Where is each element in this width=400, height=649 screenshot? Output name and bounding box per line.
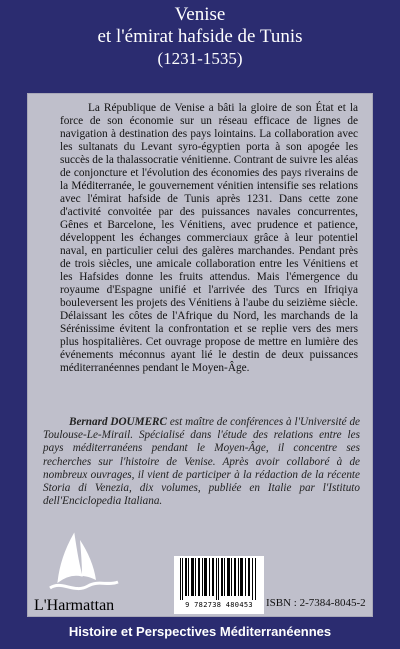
title-dates: (1231-1535) xyxy=(157,49,243,68)
title-line-1: Venise xyxy=(174,4,226,25)
back-cover-panel xyxy=(27,93,373,617)
barcode xyxy=(174,556,264,614)
author-bio xyxy=(43,416,360,508)
series-name: Histoire et Perspectives Méditerranéennes xyxy=(68,624,332,639)
title-line-2: et l'émirat hafside de Tunis xyxy=(97,26,303,47)
author-bio-text: est maître de conférences à l'Université de Toulouse-Le-Mirail. Spécialisé dans l'étude des relations entre les pays méditerranéens pendant le Moyen-Âge, il concentre ses recherches sur l'histoire de Venise. Après avoir collaboré à de nombreux ouvrages, il vient de participer à la rédaction de la récente Storia di Venezia, dix volumes, publiée en Italie par l'Istituto dell'Enciclopedia Italiana. xyxy=(43,416,361,508)
summary-text: La République de Venise a bâti la gloire de son État et la force de son économie sur un réseau efficace de lignes de navigation à destination des pays lointains. La collaboration avec les sultanats du Levant syro-égyptien porta à son apogée les succès de la thalassocratie vénitienne. Contrant de suivre les aléas de conjoncture et l'évolution des économies des pays riverains de la Méditerranée, le gouvernement vénitien intensifie ses relations avec l'émirat hafside de Tunis après 1231. Dans cette zone d'activité convoitée par des puissances navales concurrentes, Gênes et Barcelone, les Vénitiens, avec prudence et patience, développent les échanges commerciaux grâce à leur potentiel naval, en particulier celui des galères marchandes. Pendant près de trois siècles, une amicale collaboration entre les Vénitiens et les Hafsides donne les fruits attendus. Mais l'émergence du royaume d'Espagne unifié et l'arrivée des Turcs en Ifriqiya bouleversent les projets des Vénitiens à l'aube du seizième siècle. Délaissant les côtes de l'Afrique du Nord, les marchands de la Sérénissime évitent la confrontation et se replie vers des mers plus hospitalières. Cet ouvrage propose de mettre en lumière des événements méconnus ayant lié le destin de deux puissances méditerranéennes pendant le Moyen-Âge. xyxy=(60,102,358,374)
publisher-logo-area xyxy=(28,524,148,618)
publisher-name: L'Harmattan xyxy=(34,597,115,614)
barcode-icon xyxy=(178,558,260,600)
isbn: ISBN : 2-7384-8045-2 xyxy=(266,597,366,609)
barcode-number: 9 782738 480453 xyxy=(185,601,253,609)
sailboat-wave-logo-icon xyxy=(44,530,124,600)
title-block xyxy=(0,0,400,70)
author-name: Bernard DOUMERC xyxy=(69,416,167,428)
